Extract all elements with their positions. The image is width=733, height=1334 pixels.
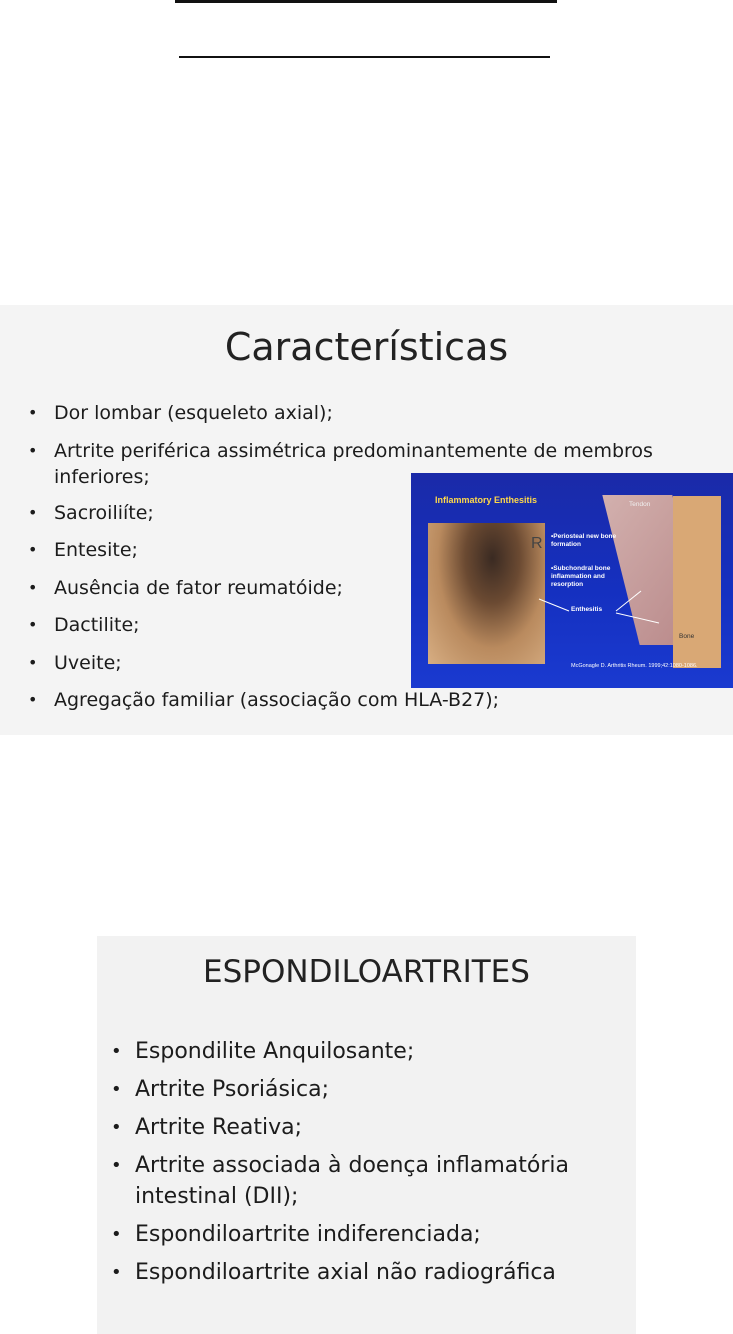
photo-side-label: R <box>531 535 543 552</box>
top-divider-line <box>175 0 557 3</box>
second-divider-line <box>179 56 550 58</box>
figure-citation: McGonagle D. Arthritis Rheum. 1999;42:1080-1086. <box>571 663 698 669</box>
list-item: • Dor lombar (esqueleto axial); <box>28 400 668 427</box>
list-item: • Ausência de fator reumatóide; <box>28 575 668 602</box>
list-item: • Sacroiliíte; <box>28 500 668 527</box>
list-item: • Uveite; <box>28 650 668 677</box>
pointer-lines <box>411 473 733 688</box>
list-item: • Artrite periférica assimétrica predominantemente de membros inferiores; <box>28 438 668 491</box>
enthesitis-label: Enthesitis <box>571 606 603 613</box>
list-item: • Espondilite Anquilosante; <box>111 1036 631 1067</box>
bone-label: Bone <box>679 633 695 640</box>
figure-note-periosteal: •Periosteal new bone formation <box>551 533 617 548</box>
list-item: • Espondiloartrite indiferenciada; <box>111 1219 631 1250</box>
slide-title: ESPONDILOARTRITES <box>203 954 530 990</box>
tendon-label: Tendon <box>629 501 651 508</box>
figure-note-subchondral: •Subchondral bone inflammation and resorption <box>551 565 611 588</box>
slide-title: Características <box>224 325 509 369</box>
figure-title: Inflammatory Enthesitis <box>435 495 538 505</box>
list-item: • Artrite associada à doença inflamatória intestinal (DII); <box>111 1150 631 1212</box>
list-item: • Agregação familiar (associação com HLA-B27); <box>28 687 668 714</box>
list-item: • Entesite; <box>28 537 668 564</box>
list-item: • Artrite Psoriásica; <box>111 1074 631 1105</box>
bullet-list <box>111 1036 631 1295</box>
list-item: • Espondiloartrite axial não radiográfica <box>111 1257 631 1288</box>
slide-espondiloartrites <box>97 936 636 1334</box>
list-item: • Artrite Reativa; <box>111 1112 631 1143</box>
enthesitis-figure <box>411 473 733 688</box>
list-item: • Dactilite; <box>28 612 668 639</box>
